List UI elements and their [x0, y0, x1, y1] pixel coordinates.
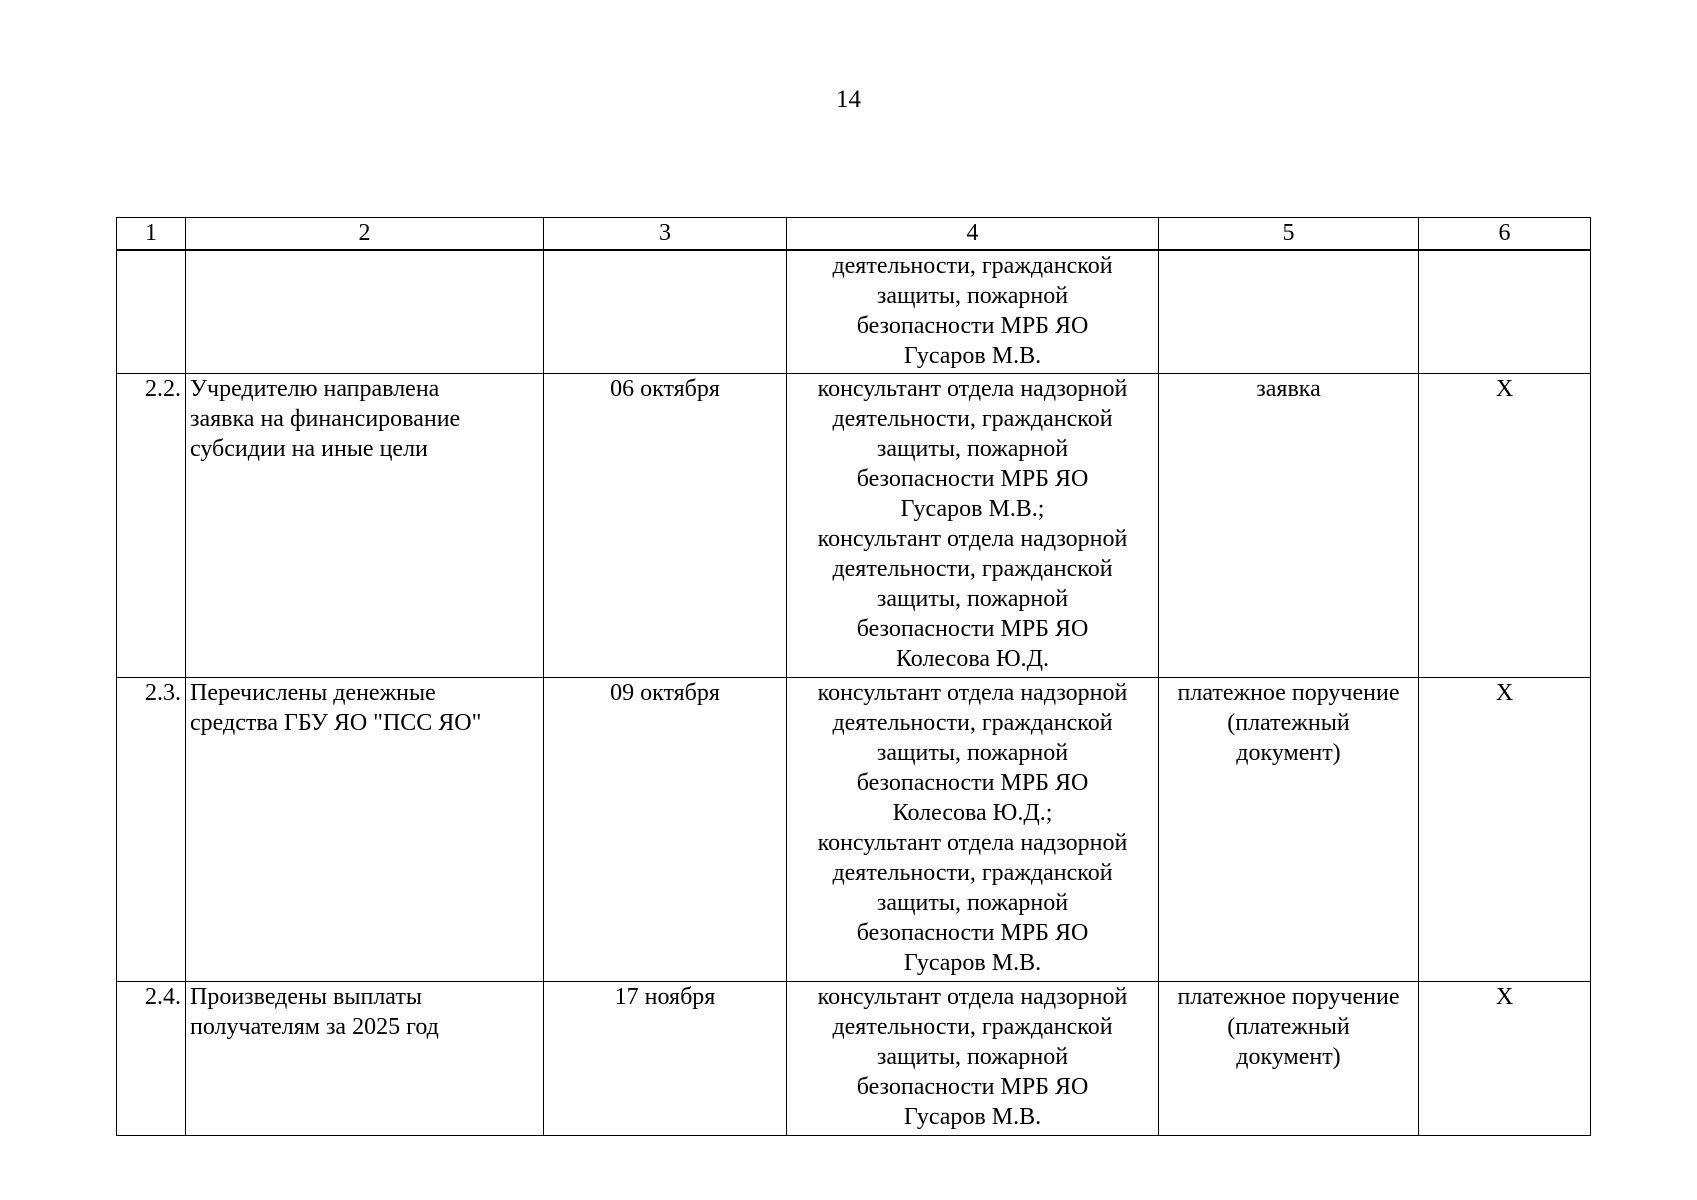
column-number-2: 2	[186, 218, 544, 251]
cell-date: 06 октября	[544, 374, 787, 678]
cell-document	[1159, 250, 1419, 374]
cell-document	[1159, 678, 1419, 982]
document-line: (платежный	[1227, 710, 1350, 736]
event-line: заявка на финансирование	[190, 406, 461, 432]
responsible-line: деятельности, гражданской	[832, 1014, 1113, 1040]
responsible-line: деятельности, гражданской	[832, 406, 1113, 432]
column-number-row	[117, 218, 1591, 251]
cell-event	[186, 678, 544, 982]
cell-date: 09 октября	[544, 678, 787, 982]
column-number-5: 5	[1159, 218, 1419, 251]
responsible-line: Гусаров М.В.	[903, 1104, 1042, 1130]
cell-responsible	[787, 982, 1159, 1136]
responsible-line: деятельности, гражданской	[832, 253, 1113, 279]
table-row	[117, 982, 1591, 1136]
responsible-line: защиты, пожарной	[876, 890, 1069, 916]
responsible-line: Колесова Ю.Д.;	[892, 800, 1053, 826]
responsible-line: консультант отдела надзорной	[817, 526, 1128, 552]
event-line: субсидии на иные цели	[190, 436, 428, 462]
responsible-line: безопасности МРБ ЯО	[856, 616, 1089, 642]
cell-event	[186, 250, 544, 374]
cell-num: 2.2.	[117, 374, 186, 678]
cell-mark: Х	[1419, 374, 1591, 678]
responsible-line: безопасности МРБ ЯО	[856, 466, 1089, 492]
cell-event	[186, 982, 544, 1136]
cell-mark	[1419, 250, 1591, 374]
responsible-line: безопасности МРБ ЯО	[856, 313, 1089, 339]
responsible-line: Гусаров М.В.	[903, 343, 1042, 369]
responsible-line: консультант отдела надзорной	[817, 680, 1128, 706]
document-line: платежное поручение	[1177, 680, 1400, 706]
event-line: Произведены выплаты	[190, 984, 422, 1010]
cell-num: 2.3.	[117, 678, 186, 982]
responsible-line: Колесова Ю.Д.	[895, 646, 1050, 672]
cell-responsible	[787, 374, 1159, 678]
responsible-line: защиты, пожарной	[876, 436, 1069, 462]
responsible-line: Гусаров М.В.	[903, 950, 1042, 976]
column-number-6: 6	[1419, 218, 1591, 251]
responsible-line: деятельности, гражданской	[832, 710, 1113, 736]
cell-document	[1159, 982, 1419, 1136]
responsible-line: Гусаров М.В.;	[900, 496, 1045, 522]
responsible-line: защиты, пожарной	[876, 1044, 1069, 1070]
document-line: платежное поручение	[1177, 984, 1400, 1010]
cell-date: 17 ноября	[544, 982, 787, 1136]
responsible-line: консультант отдела надзорной	[817, 984, 1128, 1010]
document-line: документ)	[1236, 740, 1341, 766]
table-row	[117, 374, 1591, 678]
responsible-line: консультант отдела надзорной	[817, 830, 1128, 856]
cell-date	[544, 250, 787, 374]
table-row-continuation	[117, 250, 1591, 374]
document-line: (платежный	[1227, 1014, 1350, 1040]
cell-num: 2.4.	[117, 982, 186, 1136]
event-line: получателям за 2025 год	[190, 1014, 439, 1040]
cell-responsible	[787, 250, 1159, 374]
responsible-line: защиты, пожарной	[876, 740, 1069, 766]
responsible-line: безопасности МРБ ЯО	[856, 1074, 1089, 1100]
event-line: Перечислены денежные	[190, 680, 436, 706]
plan-table	[116, 217, 1591, 1136]
responsible-line: защиты, пожарной	[876, 283, 1069, 309]
column-number-3: 3	[544, 218, 787, 251]
responsible-line: деятельности, гражданской	[832, 860, 1113, 886]
column-number-1: 1	[117, 218, 186, 251]
responsible-line: деятельности, гражданской	[832, 556, 1113, 582]
document-line: документ)	[1236, 1044, 1341, 1070]
cell-mark: Х	[1419, 982, 1591, 1136]
responsible-line: безопасности МРБ ЯО	[856, 770, 1089, 796]
event-line: средства ГБУ ЯО "ПСС ЯО"	[190, 710, 482, 736]
responsible-line: защиты, пожарной	[876, 586, 1069, 612]
document-line: заявка	[1256, 376, 1321, 402]
cell-responsible	[787, 678, 1159, 982]
cell-document	[1159, 374, 1419, 678]
page-number: 14	[836, 86, 861, 113]
cell-num	[117, 250, 186, 374]
responsible-line: консультант отдела надзорной	[817, 376, 1128, 402]
cell-mark: Х	[1419, 678, 1591, 982]
event-line: Учредителю направлена	[190, 376, 440, 402]
table-row	[117, 678, 1591, 982]
column-number-4: 4	[787, 218, 1159, 251]
responsible-line: безопасности МРБ ЯО	[856, 920, 1089, 946]
cell-event	[186, 374, 544, 678]
